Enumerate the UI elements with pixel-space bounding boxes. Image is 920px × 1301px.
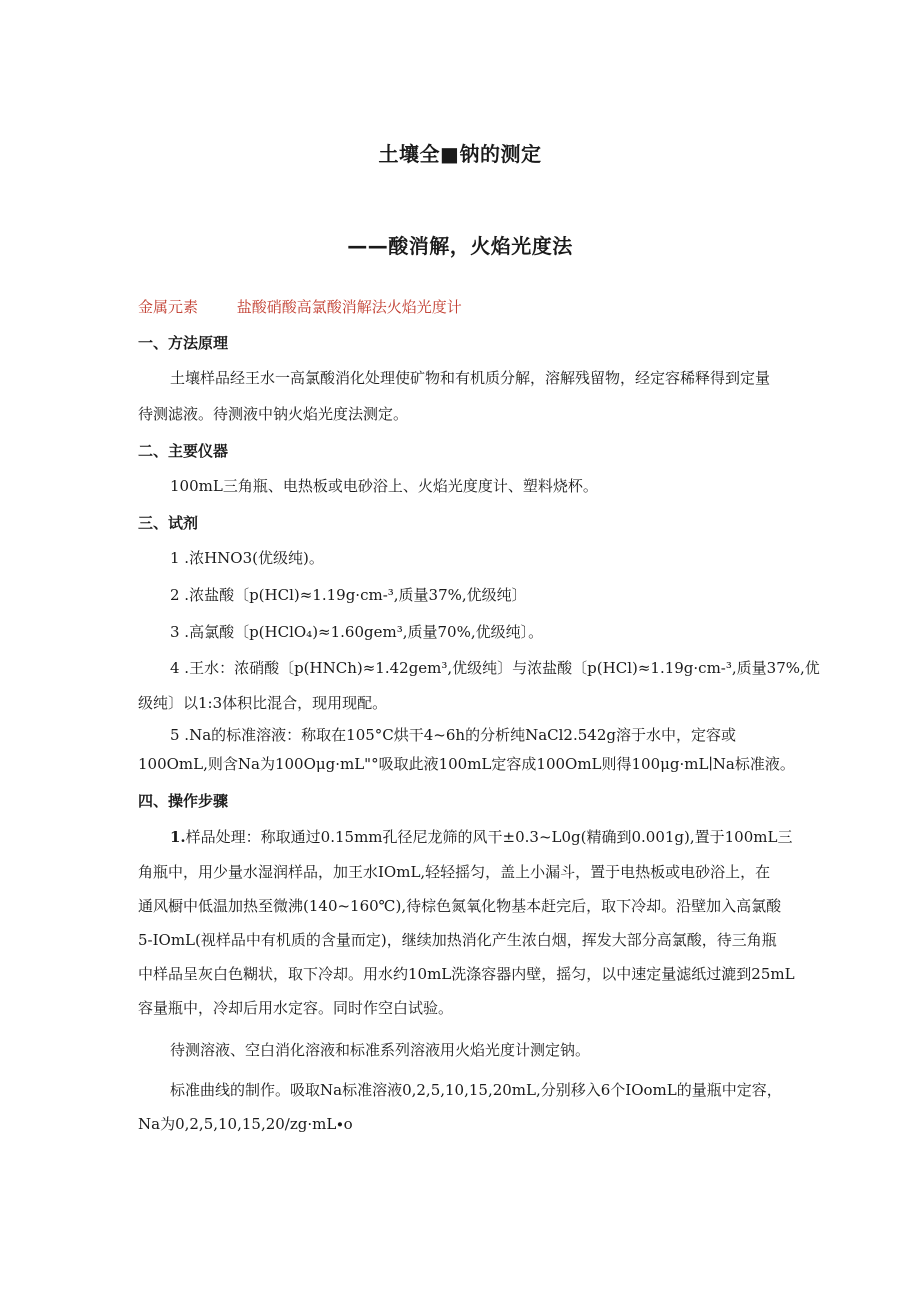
page-title: 土壤全■钠的测定 (378, 142, 542, 166)
section-heading-procedure: 四、操作步骤 (138, 792, 229, 810)
reagent-2: 2 .浓盐酸〔p(HCl)≈1.19g·cm-³,质量37%,优级纯〕 (170, 586, 527, 604)
step-number: 1. (170, 828, 186, 846)
principle-line-2: 待测滤液。待测液中钠火焰光度法测定。 (138, 405, 409, 423)
section-heading-reagents: 三、试剂 (138, 514, 199, 532)
instruments-line: 100mL三角瓶、电热板或电砂浴上、火焰光度度计、塑料烧杯。 (170, 477, 598, 495)
procedure-step-1-line-5: 中样品呈灰白色糊状，取下冷却。用水约10mL洗涤容器内壁，摇匀，以中速定量滤纸过漉到25mL (138, 965, 795, 983)
tag-metal-element[interactable]: 金属元素 (138, 298, 199, 316)
reagent-1: 1 .浓HNO3(优级纯)。 (170, 549, 324, 567)
page-subtitle: ——酸消解，火焰光度法 (347, 234, 573, 258)
reagent-5-line-2: 100OmL,则含Na为100Oμg·mL"°吸取此液100mL定容成100OmL则得100μg·mL∣Na标准液。 (138, 755, 795, 773)
calibration-line-2: Na为0,2,5,10,15,20∕zg·mL∙o (138, 1115, 353, 1133)
reagent-4-line-1: 4 .王水：浓硝酸〔p(HNCh)≈1.42gem³,优级纯〕与浓盐酸〔p(HCl)≈1.19g·cm-³,质量37%,优 (170, 659, 820, 677)
procedure-step-1-line-2: 角瓶中，用少量水湿润样品，加王水IOmL,轻轻摇匀，盖上小漏斗，置于电热板或电砂浴上，在 (138, 863, 771, 881)
keyword-tags (138, 296, 462, 317)
tag-digestion-method[interactable]: 盐酸硝酸高氯酸消解法火焰光度计 (236, 298, 462, 316)
reagent-5-line-1: 5 .Na的标准溶液：称取在105°C烘干4~6h的分析纯NaCl2.542g溶于水中，定容或 (170, 726, 736, 744)
section-heading-principle: 一、方法原理 (138, 334, 229, 352)
principle-line-1: 土壤样品经王水一高氯酸消化处理使矿物和有机质分解，溶解残留物，经定容稀释得到定量 (170, 369, 771, 387)
calibration-line-1: 标准曲线的制作。吸取Na标准溶液0,2,5,10,15,20mL,分别移入6个IOomL的量瓶中定容， (170, 1081, 782, 1099)
reagent-3: 3 .高氯酸〔p(HClO₄)≈1.60gem³,质量70%,优级纯〕。 (170, 623, 544, 641)
procedure-step-1-line-4: 5-IOmL(视样品中有机质的含量而定)，继续加热消化产生浓白烟，挥发大部分高氯酸，待三角瓶 (138, 931, 777, 949)
procedure-step-1-line-3: 通风橱中低温加热至微沸(140~160℃),待棕色氮氧化物基本赶完后，取下冷却。沿壁加入高氯酸 (138, 897, 782, 915)
reagent-4-line-2: 级纯〕以1:3体积比混合，现用现配。 (138, 694, 388, 712)
procedure-measurement: 待测溶液、空白消化溶液和标准系列溶液用火焰光度计测定钠。 (170, 1041, 591, 1059)
step-1-text: 样品处理：称取通过0.15mm孔径尼龙筛的风干±0.3~L0g(精确到0.001g),置于100mL三 (185, 828, 793, 846)
procedure-step-1-line-6: 容量瓶中，冷却后用水定容。同时作空白试验。 (138, 999, 454, 1017)
procedure-step-1-line-1 (170, 819, 793, 856)
section-heading-instruments: 二、主要仪器 (138, 442, 229, 460)
